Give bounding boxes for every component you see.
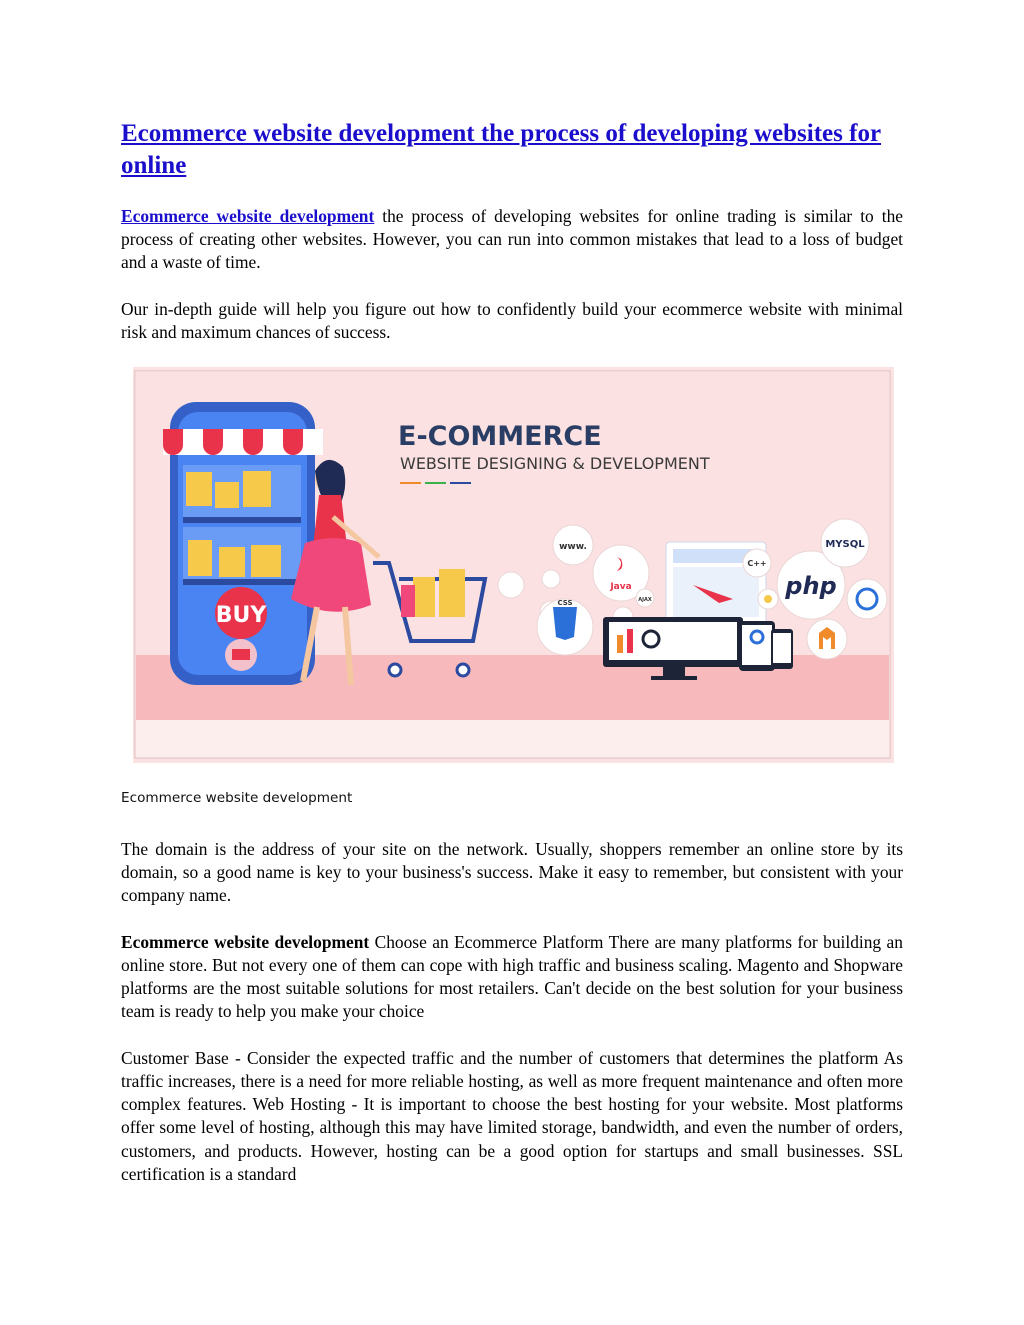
intro-text: the process of developing websites for online trading is similar to the process of creating other websites. However, you can run into common mistakes that lead to a loss of budget and a waste of time. bbox=[121, 206, 903, 273]
guide-paragraph: Our in-depth guide will help you figure out how to confidently build your ecommerce website with minimal risk and maximum chances of success. bbox=[121, 298, 903, 342]
ajax-icon: AJAX bbox=[638, 597, 652, 603]
mysql-icon: MYSQL bbox=[825, 539, 865, 550]
cpp-icon: C++ bbox=[747, 559, 767, 568]
ecommerce-link[interactable]: Ecommerce website development bbox=[121, 206, 375, 226]
www-icon: www. bbox=[559, 542, 587, 552]
platform-lead: Ecommerce website development bbox=[121, 931, 370, 952]
customer-base-paragraph: Customer Base - Consider the expected traffic and the number of customers that determines the platform As traffic increases, there is a need for more reliable hosting, as well as more frequent maintenance and often more complex features. Web Hosting - It is important to choose the best hosting for your website. Most platforms offer some level of hosting, although this may have limited storage, bandwidth, and even the number of orders, customers, and products. However, hosting can be a good option for startups and small businesses. SSL certification is a standard bbox=[121, 1047, 903, 1184]
article-title[interactable]: Ecommerce website development the process of developing websites for online bbox=[121, 120, 882, 179]
banner-heading: E-COMMERCE bbox=[398, 421, 602, 452]
platform-text: Choose an Ecommerce Platform There are many platforms for building an online store. But not every one of them can cope with high traffic and business scaling. Magento and Shopware platforms are the most suitable solutions for most retailers. Can't decide on the best solution for your business team is ready to help you make your choice bbox=[121, 931, 903, 1022]
ecommerce-banner-image bbox=[133, 367, 894, 763]
banner-subheading: WEBSITE DESIGNING & DEVELOPMENT bbox=[400, 454, 710, 473]
article-body bbox=[121, 838, 903, 1186]
css-icon: CSS bbox=[557, 599, 573, 607]
image-caption: Ecommerce website development bbox=[121, 790, 353, 806]
platform-paragraph bbox=[121, 931, 903, 1024]
buy-label: BUY bbox=[215, 603, 267, 628]
php-icon: php bbox=[785, 572, 837, 600]
intro-paragraph bbox=[121, 205, 903, 275]
phone-illustration bbox=[163, 402, 323, 685]
java-icon: Java bbox=[610, 582, 632, 592]
domain-paragraph: The domain is the address of your site on the network. Usually, shoppers remember an online store by its domain, so a good name is key to your business's success. Make it easy to remember, but consistent with your company name. bbox=[121, 839, 903, 906]
article bbox=[121, 118, 903, 344]
